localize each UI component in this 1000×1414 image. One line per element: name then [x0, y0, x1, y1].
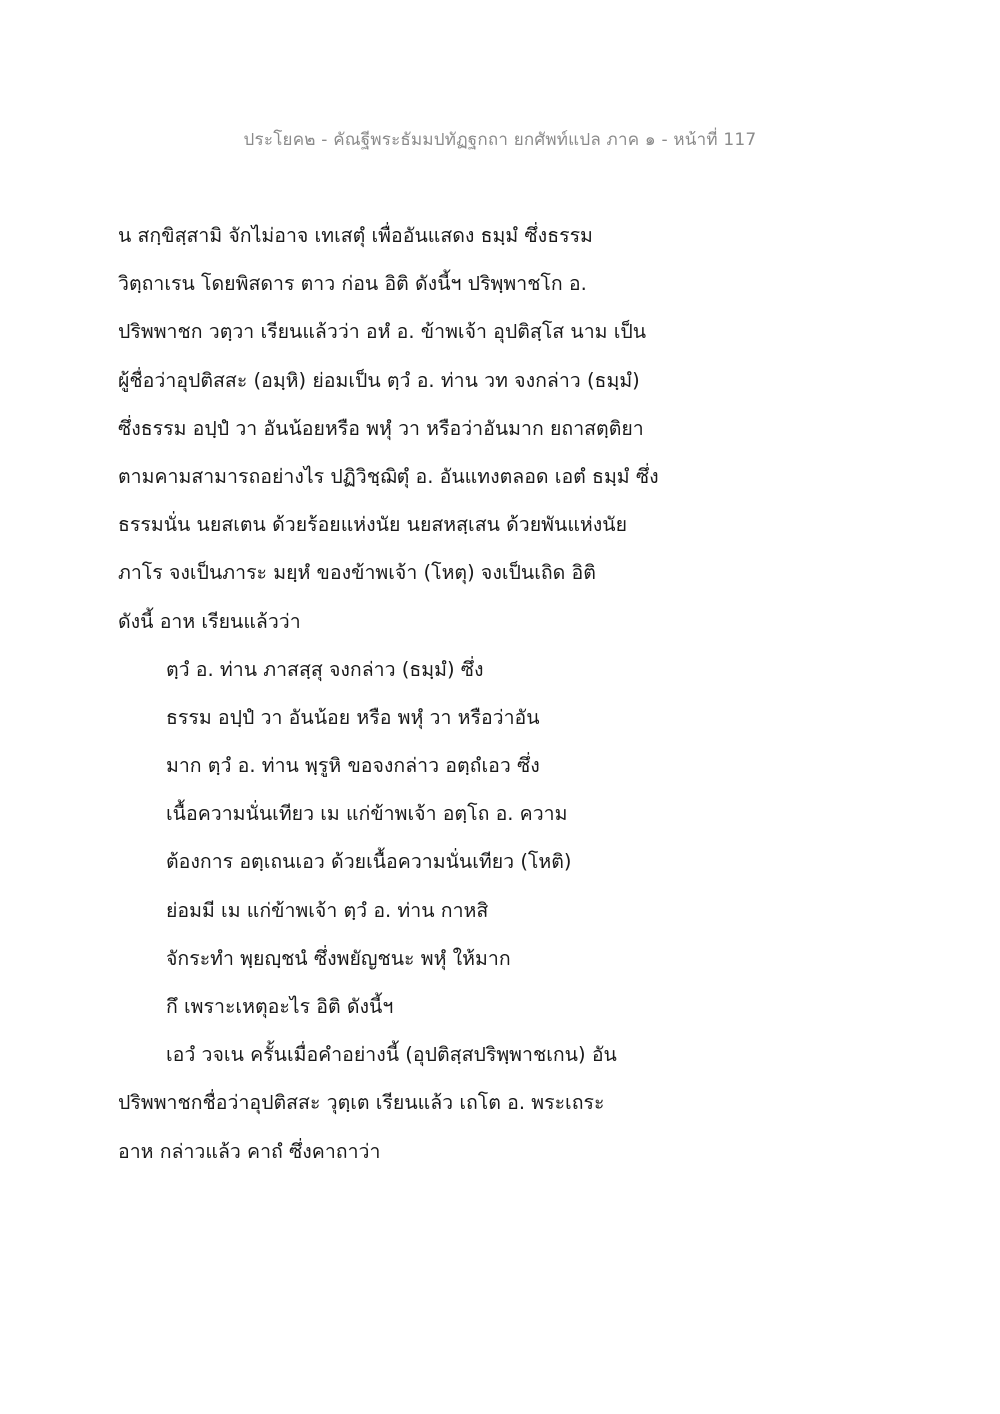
verse-line: ตฺวํ อ. ท่าน ภาสสฺสุ จงกล่าว (ธมฺมํ) ซึ่ง	[166, 657, 484, 681]
text-line: ธรรมนั่น นยสเตน ด้วยร้อยแห่งนัย นยสหสฺเสน ด้วยพันแห่งนัย	[118, 513, 628, 537]
text-line: ดังนี้ อาห เรียนแล้วว่า	[118, 609, 301, 633]
running-header: ประโยค๒ - คัณฐีพระธัมมปทัฏฐกถา ยกศัพท์แปล ภาค ๑ - หน้าที่ 117	[243, 130, 757, 150]
verse-line: ธรรม อปฺปํ วา อันน้อย หรือ พหุํ วา หรือว่าอัน	[166, 705, 540, 729]
text-line: ตามคามสามารถอย่างไร ปฏิวิชฺฌิตุํ อ. อันแทงตลอด เอตํ ธมฺมํ ซึ่ง	[118, 464, 659, 488]
text-line: ภาโร จงเป็นภาระ มยฺหํ ของข้าพเจ้า (โหตุ) จงเป็นเถิด อิติ	[118, 561, 596, 585]
text-line: น สกฺขิสฺสามิ จักไม่อาจ เทเสตุํ เพื่ออันแสดง ธมฺมํ ซึ่งธรรม	[118, 224, 593, 247]
text-line: ผู้ชื่อว่าอุปติสสะ (อมฺหิ) ย่อมเป็น ตฺวํ อ. ท่าน วท จงกล่าว (ธมฺมํ)	[118, 368, 640, 392]
verse-line: ต้องการ อตฺเถนเอว ด้วยเนื้อความนั่นเทียว (โหติ)	[166, 850, 572, 874]
text-line: ปริพพาชก วตฺวา เรียนแล้วว่า อหํ อ. ข้าพเจ้า อุปติสฺโส นาม เป็น	[118, 320, 647, 344]
verse-line: เนื้อความนั่นเทียว เม แก่ข้าพเจ้า อตฺโถ อ. ความ	[166, 802, 568, 826]
text-line: ปริพพาชกชื่อว่าอุปติสสะ วุตฺเต เรียนแล้ว เถโต อ. พระเถระ	[118, 1091, 605, 1115]
text-line: วิตฺถาเรน โดยพิสดาร ตาว ก่อน อิติ ดังนี้ฯ ปริพฺพาชโก อ.	[118, 272, 587, 296]
verse-line: ย่อมมี เม แก่ข้าพเจ้า ตฺวํ อ. ท่าน กาหสิ	[166, 898, 489, 922]
text-line: ซึ่งธรรม อปฺปํ วา อันน้อยหรือ พหุํ วา หรือว่าอันมาก ยถาสตฺติยา	[118, 416, 644, 440]
body-text	[118, 212, 718, 1176]
verse-line: จักระทำ พฺยญฺชนํ ซึ่งพยัญชนะ พหุํ ให้มาก	[166, 946, 511, 970]
verse-line: มาก ตฺวํ อ. ท่าน พฺรูหิ ขอจงกล่าว อตฺถํเอว ซึ่ง	[166, 754, 540, 778]
paragraph-first-line: เอวํ วจเน ครั้นเมื่อคำอย่างนี้ (อุปติสฺสปริพฺพาชเกน) อัน	[166, 1043, 617, 1067]
text-line: อาห กล่าวแล้ว คาถํ ซึ่งคาถาว่า	[118, 1139, 381, 1163]
verse-line: กึ เพราะเหตุอะไร อิติ ดังนี้ฯ	[166, 995, 394, 1018]
